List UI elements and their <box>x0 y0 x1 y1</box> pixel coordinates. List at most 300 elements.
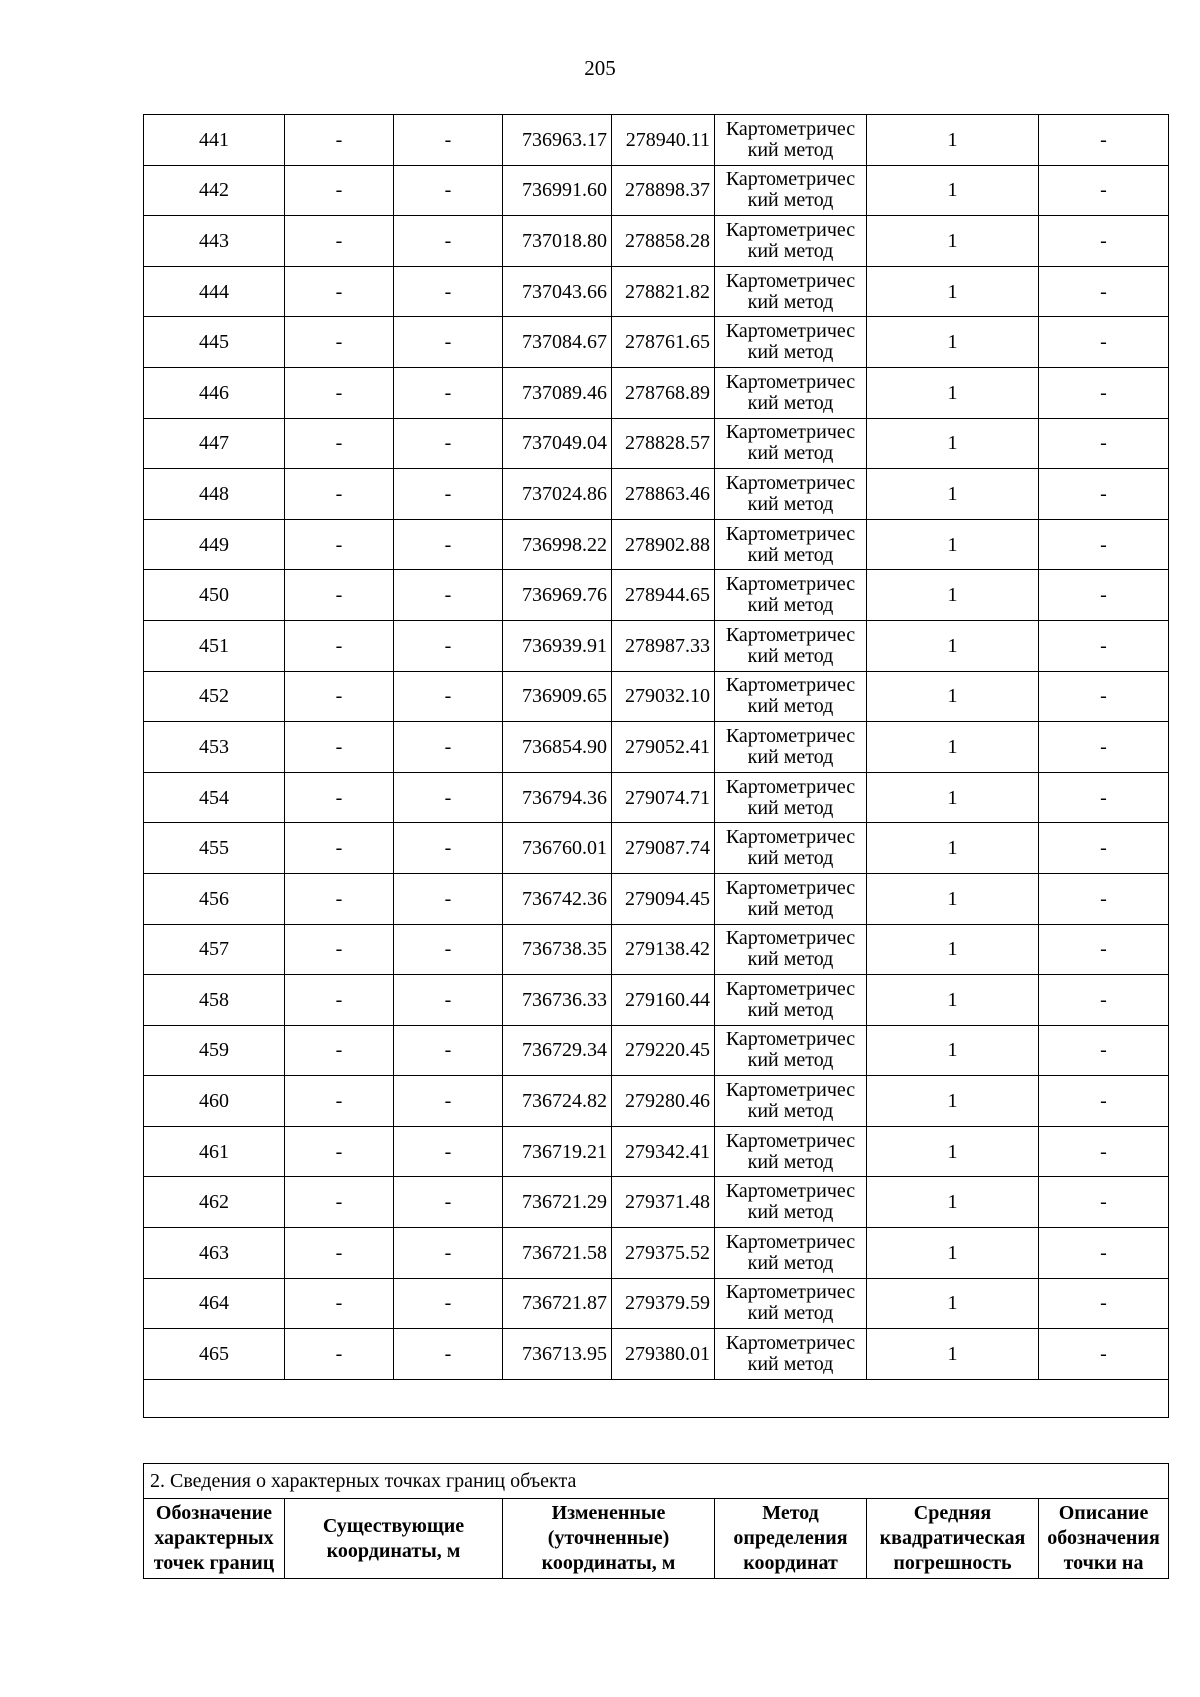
table-row <box>144 165 1169 216</box>
method-line: Картометричес <box>725 775 856 798</box>
method-line: Картометричес <box>725 1281 856 1304</box>
header-existing-coords <box>285 1499 503 1579</box>
header-line: точки на <box>1063 1552 1144 1574</box>
header-line: (уточненные) <box>547 1527 670 1549</box>
existing-x-cell: - <box>285 772 394 823</box>
header-line: квадратическая <box>879 1527 1026 1549</box>
method-line: Картометричес <box>725 674 856 697</box>
description-cell: - <box>1039 367 1169 418</box>
table-row <box>144 266 1169 317</box>
new-y-cell: 279138.42 <box>612 924 715 975</box>
method-line: Картометричес <box>725 1079 856 1102</box>
description-cell: - <box>1039 469 1169 520</box>
new-y-cell: 278898.37 <box>612 165 715 216</box>
accuracy-cell: 1 <box>867 1177 1039 1228</box>
method-line: Картометричес <box>725 269 856 292</box>
table-row <box>144 1329 1169 1380</box>
coordinates-table <box>143 114 1169 1418</box>
method-cell <box>715 1228 867 1279</box>
table-row <box>144 1177 1169 1228</box>
new-x-cell: 736724.82 <box>503 1076 612 1127</box>
method-cell <box>715 873 867 924</box>
accuracy-cell: 1 <box>867 1329 1039 1380</box>
method-line: Картометричес <box>725 117 856 140</box>
accuracy-cell: 1 <box>867 570 1039 621</box>
table-row <box>144 1126 1169 1177</box>
point-id-cell: 451 <box>144 620 285 671</box>
table-row <box>144 469 1169 520</box>
method-line: Картометричес <box>725 1332 856 1355</box>
existing-y-cell: - <box>394 1126 503 1177</box>
point-id-cell: 445 <box>144 317 285 368</box>
method-line: кий метод <box>747 796 834 819</box>
new-x-cell: 736939.91 <box>503 620 612 671</box>
existing-x-cell: - <box>285 620 394 671</box>
new-x-cell: 737024.86 <box>503 469 612 520</box>
empty-row <box>144 1379 1169 1417</box>
method-line: Картометричес <box>725 573 856 596</box>
method-cell <box>715 772 867 823</box>
existing-x-cell: - <box>285 216 394 267</box>
section2-header-row <box>144 1499 1169 1579</box>
existing-y-cell: - <box>394 115 503 166</box>
table-row <box>144 873 1169 924</box>
existing-x-cell: - <box>285 1025 394 1076</box>
section2-title-row <box>144 1464 1169 1499</box>
new-x-cell: 736854.90 <box>503 722 612 773</box>
accuracy-cell: 1 <box>867 924 1039 975</box>
method-line: Картометричес <box>725 370 856 393</box>
accuracy-cell: 1 <box>867 1228 1039 1279</box>
method-cell <box>715 1025 867 1076</box>
existing-x-cell: - <box>285 165 394 216</box>
existing-y-cell: - <box>394 1025 503 1076</box>
accuracy-cell: 1 <box>867 823 1039 874</box>
method-cell <box>715 266 867 317</box>
method-cell <box>715 216 867 267</box>
new-y-cell: 279094.45 <box>612 873 715 924</box>
new-y-cell: 278944.65 <box>612 570 715 621</box>
existing-y-cell: - <box>394 1278 503 1329</box>
method-line: кий метод <box>747 847 834 870</box>
point-id-cell: 443 <box>144 216 285 267</box>
method-cell <box>715 722 867 773</box>
description-cell: - <box>1039 1025 1169 1076</box>
existing-x-cell: - <box>285 367 394 418</box>
accuracy-cell: 1 <box>867 1025 1039 1076</box>
new-y-cell: 278863.46 <box>612 469 715 520</box>
point-id-cell: 450 <box>144 570 285 621</box>
method-line: Картометричес <box>725 1028 856 1051</box>
existing-y-cell: - <box>394 266 503 317</box>
existing-y-cell: - <box>394 1177 503 1228</box>
description-cell: - <box>1039 1278 1169 1329</box>
section2-table <box>143 1463 1169 1579</box>
header-new-coords <box>503 1499 715 1579</box>
method-line: Картометричес <box>725 876 856 899</box>
method-cell <box>715 570 867 621</box>
existing-x-cell: - <box>285 1228 394 1279</box>
new-y-cell: 279160.44 <box>612 975 715 1026</box>
point-id-cell: 454 <box>144 772 285 823</box>
existing-x-cell: - <box>285 570 394 621</box>
method-cell <box>715 317 867 368</box>
description-cell: - <box>1039 722 1169 773</box>
header-point-designation <box>144 1499 285 1579</box>
header-line: Измененные <box>551 1502 666 1524</box>
existing-y-cell: - <box>394 722 503 773</box>
method-cell <box>715 671 867 722</box>
description-cell: - <box>1039 671 1169 722</box>
header-line: Описание <box>1058 1502 1149 1524</box>
table-row <box>144 772 1169 823</box>
existing-x-cell: - <box>285 519 394 570</box>
method-line: кий метод <box>747 1049 834 1072</box>
method-line: Картометричес <box>725 1180 856 1203</box>
point-id-cell: 447 <box>144 418 285 469</box>
new-y-cell: 279032.10 <box>612 671 715 722</box>
new-x-cell: 736729.34 <box>503 1025 612 1076</box>
method-line: кий метод <box>747 644 834 667</box>
method-cell <box>715 1126 867 1177</box>
method-line: Картометричес <box>725 927 856 950</box>
accuracy-cell: 1 <box>867 1126 1039 1177</box>
existing-x-cell: - <box>285 317 394 368</box>
existing-x-cell: - <box>285 418 394 469</box>
point-id-cell: 461 <box>144 1126 285 1177</box>
existing-x-cell: - <box>285 671 394 722</box>
description-cell: - <box>1039 115 1169 166</box>
method-line: Картометричес <box>725 623 856 646</box>
point-id-cell: 446 <box>144 367 285 418</box>
new-x-cell: 736794.36 <box>503 772 612 823</box>
description-cell: - <box>1039 1076 1169 1127</box>
method-cell <box>715 620 867 671</box>
new-y-cell: 279052.41 <box>612 722 715 773</box>
header-line: координаты, м <box>326 1539 461 1562</box>
method-line: Картометричес <box>725 724 856 747</box>
point-id-cell: 459 <box>144 1025 285 1076</box>
accuracy-cell: 1 <box>867 975 1039 1026</box>
header-method <box>715 1499 867 1579</box>
description-cell: - <box>1039 216 1169 267</box>
point-id-cell: 458 <box>144 975 285 1026</box>
description-cell: - <box>1039 418 1169 469</box>
existing-x-cell: - <box>285 1329 394 1380</box>
method-line: кий метод <box>747 189 834 212</box>
new-x-cell: 736742.36 <box>503 873 612 924</box>
new-y-cell: 279280.46 <box>612 1076 715 1127</box>
header-line: точек границ <box>153 1552 275 1574</box>
accuracy-cell: 1 <box>867 772 1039 823</box>
table-row <box>144 1025 1169 1076</box>
description-cell: - <box>1039 772 1169 823</box>
method-line: Картометричес <box>725 977 856 1000</box>
method-cell <box>715 519 867 570</box>
point-id-cell: 455 <box>144 823 285 874</box>
method-cell <box>715 115 867 166</box>
header-line: координаты, м <box>541 1552 676 1574</box>
header-accuracy <box>867 1499 1039 1579</box>
existing-x-cell: - <box>285 975 394 1026</box>
existing-y-cell: - <box>394 317 503 368</box>
new-x-cell: 736721.87 <box>503 1278 612 1329</box>
accuracy-cell: 1 <box>867 469 1039 520</box>
method-line: Картометричес <box>725 1230 856 1253</box>
new-y-cell: 279220.45 <box>612 1025 715 1076</box>
new-y-cell: 278940.11 <box>612 115 715 166</box>
existing-y-cell: - <box>394 367 503 418</box>
method-cell <box>715 1177 867 1228</box>
existing-x-cell: - <box>285 1076 394 1127</box>
point-id-cell: 460 <box>144 1076 285 1127</box>
point-id-cell: 442 <box>144 165 285 216</box>
method-cell <box>715 165 867 216</box>
new-x-cell: 736713.95 <box>503 1329 612 1380</box>
accuracy-cell: 1 <box>867 266 1039 317</box>
description-cell: - <box>1039 1177 1169 1228</box>
point-id-cell: 456 <box>144 873 285 924</box>
new-x-cell: 736721.58 <box>503 1228 612 1279</box>
method-line: кий метод <box>747 138 834 161</box>
existing-y-cell: - <box>394 1329 503 1380</box>
header-line: характерных <box>154 1527 274 1549</box>
existing-x-cell: - <box>285 469 394 520</box>
point-id-cell: 462 <box>144 1177 285 1228</box>
point-id-cell: 465 <box>144 1329 285 1380</box>
method-line: кий метод <box>747 695 834 718</box>
existing-x-cell: - <box>285 1177 394 1228</box>
existing-x-cell: - <box>285 823 394 874</box>
existing-y-cell: - <box>394 570 503 621</box>
header-line: координат <box>743 1552 838 1574</box>
method-line: Картометричес <box>725 218 856 241</box>
table-row <box>144 975 1169 1026</box>
header-description <box>1039 1499 1169 1579</box>
existing-y-cell: - <box>394 620 503 671</box>
point-id-cell: 453 <box>144 722 285 773</box>
description-cell: - <box>1039 317 1169 368</box>
coordinates-table-body <box>144 115 1169 1418</box>
table-row <box>144 418 1169 469</box>
table-row <box>144 823 1169 874</box>
new-y-cell: 278761.65 <box>612 317 715 368</box>
section2-title: 2. Сведения о характерных точках границ объекта <box>144 1464 1169 1499</box>
table-row <box>144 722 1169 773</box>
new-y-cell: 279375.52 <box>612 1228 715 1279</box>
new-x-cell: 737049.04 <box>503 418 612 469</box>
description-cell: - <box>1039 165 1169 216</box>
point-id-cell: 457 <box>144 924 285 975</box>
method-line: Картометричес <box>725 471 856 494</box>
point-id-cell: 444 <box>144 266 285 317</box>
table-row <box>144 115 1169 166</box>
accuracy-cell: 1 <box>867 873 1039 924</box>
header-line: обозначения <box>1047 1527 1160 1549</box>
table-row <box>144 1076 1169 1127</box>
existing-y-cell: - <box>394 165 503 216</box>
method-line: кий метод <box>747 391 834 414</box>
method-line: кий метод <box>747 1302 834 1325</box>
accuracy-cell: 1 <box>867 1076 1039 1127</box>
table-row <box>144 1228 1169 1279</box>
new-x-cell: 736736.33 <box>503 975 612 1026</box>
new-x-cell: 736721.29 <box>503 1177 612 1228</box>
description-cell: - <box>1039 620 1169 671</box>
existing-x-cell: - <box>285 924 394 975</box>
header-line: Существующие <box>322 1514 465 1537</box>
method-line: кий метод <box>747 745 834 768</box>
point-id-cell: 464 <box>144 1278 285 1329</box>
existing-y-cell: - <box>394 519 503 570</box>
table-row <box>144 317 1169 368</box>
description-cell: - <box>1039 570 1169 621</box>
existing-y-cell: - <box>394 216 503 267</box>
new-y-cell: 279342.41 <box>612 1126 715 1177</box>
method-line: кий метод <box>747 543 834 566</box>
method-cell <box>715 418 867 469</box>
accuracy-cell: 1 <box>867 519 1039 570</box>
method-line: Картометричес <box>725 421 856 444</box>
table-row <box>144 671 1169 722</box>
table-row <box>144 519 1169 570</box>
table-row <box>144 924 1169 975</box>
new-y-cell: 278987.33 <box>612 620 715 671</box>
new-y-cell: 278858.28 <box>612 216 715 267</box>
method-cell <box>715 367 867 418</box>
accuracy-cell: 1 <box>867 418 1039 469</box>
method-line: кий метод <box>747 341 834 364</box>
description-cell: - <box>1039 266 1169 317</box>
method-line: кий метод <box>747 1150 834 1173</box>
method-cell <box>715 469 867 520</box>
description-cell: - <box>1039 823 1169 874</box>
new-x-cell: 736719.21 <box>503 1126 612 1177</box>
new-y-cell: 279371.48 <box>612 1177 715 1228</box>
method-line: Картометричес <box>725 826 856 849</box>
table-row <box>144 570 1169 621</box>
method-line: кий метод <box>747 897 834 920</box>
accuracy-cell: 1 <box>867 620 1039 671</box>
new-x-cell: 736969.76 <box>503 570 612 621</box>
method-line: кий метод <box>747 290 834 313</box>
existing-y-cell: - <box>394 1076 503 1127</box>
method-line: кий метод <box>747 1201 834 1224</box>
new-x-cell: 737043.66 <box>503 266 612 317</box>
description-cell: - <box>1039 519 1169 570</box>
existing-y-cell: - <box>394 873 503 924</box>
new-x-cell: 736991.60 <box>503 165 612 216</box>
existing-y-cell: - <box>394 1228 503 1279</box>
method-cell <box>715 1329 867 1380</box>
method-line: кий метод <box>747 239 834 262</box>
method-line: кий метод <box>747 1100 834 1123</box>
new-x-cell: 737089.46 <box>503 367 612 418</box>
header-line: Обозначение <box>155 1502 273 1524</box>
existing-y-cell: - <box>394 924 503 975</box>
description-cell: - <box>1039 873 1169 924</box>
accuracy-cell: 1 <box>867 115 1039 166</box>
method-cell <box>715 1076 867 1127</box>
new-y-cell: 279074.71 <box>612 772 715 823</box>
existing-y-cell: - <box>394 418 503 469</box>
new-y-cell: 279087.74 <box>612 823 715 874</box>
existing-y-cell: - <box>394 671 503 722</box>
new-y-cell: 279380.01 <box>612 1329 715 1380</box>
existing-x-cell: - <box>285 115 394 166</box>
method-line: Картометричес <box>725 168 856 191</box>
point-id-cell: 448 <box>144 469 285 520</box>
description-cell: - <box>1039 975 1169 1026</box>
accuracy-cell: 1 <box>867 722 1039 773</box>
new-y-cell: 278902.88 <box>612 519 715 570</box>
method-line: Картометричес <box>725 320 856 343</box>
method-line: Картометричес <box>725 1129 856 1152</box>
accuracy-cell: 1 <box>867 367 1039 418</box>
method-line: кий метод <box>747 998 834 1021</box>
table-row <box>144 620 1169 671</box>
new-y-cell: 278768.89 <box>612 367 715 418</box>
accuracy-cell: 1 <box>867 165 1039 216</box>
new-y-cell: 279379.59 <box>612 1278 715 1329</box>
existing-x-cell: - <box>285 722 394 773</box>
existing-x-cell: - <box>285 1126 394 1177</box>
new-x-cell: 736909.65 <box>503 671 612 722</box>
method-line: кий метод <box>747 1251 834 1274</box>
method-line: кий метод <box>747 442 834 465</box>
header-line: Метод <box>762 1502 819 1524</box>
table-row <box>144 1278 1169 1329</box>
empty-cell <box>144 1379 1169 1417</box>
point-id-cell: 463 <box>144 1228 285 1279</box>
point-id-cell: 449 <box>144 519 285 570</box>
description-cell: - <box>1039 924 1169 975</box>
new-x-cell: 736963.17 <box>503 115 612 166</box>
description-cell: - <box>1039 1228 1169 1279</box>
point-id-cell: 452 <box>144 671 285 722</box>
method-line: Картометричес <box>725 522 856 545</box>
accuracy-cell: 1 <box>867 671 1039 722</box>
method-cell <box>715 924 867 975</box>
new-y-cell: 278828.57 <box>612 418 715 469</box>
method-cell <box>715 823 867 874</box>
description-cell: - <box>1039 1126 1169 1177</box>
existing-x-cell: - <box>285 266 394 317</box>
existing-y-cell: - <box>394 975 503 1026</box>
page-number: 205 <box>584 56 616 80</box>
method-line: кий метод <box>747 1353 834 1376</box>
new-x-cell: 737018.80 <box>503 216 612 267</box>
existing-y-cell: - <box>394 772 503 823</box>
table-row <box>144 367 1169 418</box>
method-line: кий метод <box>747 948 834 971</box>
method-line: кий метод <box>747 594 834 617</box>
header-line: погрешность <box>893 1552 1012 1574</box>
accuracy-cell: 1 <box>867 1278 1039 1329</box>
new-x-cell: 736760.01 <box>503 823 612 874</box>
table-row <box>144 216 1169 267</box>
new-x-cell: 736998.22 <box>503 519 612 570</box>
point-id-cell: 441 <box>144 115 285 166</box>
existing-x-cell: - <box>285 873 394 924</box>
accuracy-cell: 1 <box>867 216 1039 267</box>
header-line: Средняя <box>913 1502 992 1524</box>
method-cell <box>715 1278 867 1329</box>
description-cell: - <box>1039 1329 1169 1380</box>
existing-x-cell: - <box>285 1278 394 1329</box>
header-line: определения <box>733 1527 848 1549</box>
method-line: кий метод <box>747 492 834 515</box>
